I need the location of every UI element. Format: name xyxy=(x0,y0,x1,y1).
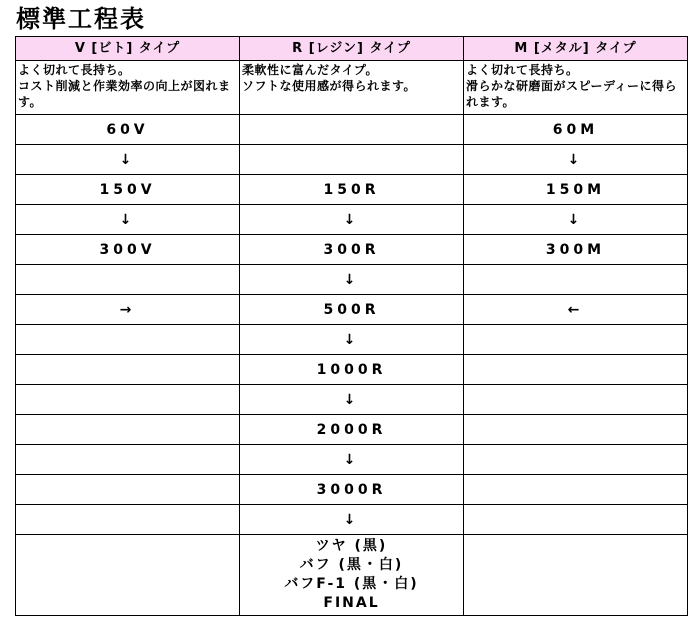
header-v-type: V [ビト] タイプ xyxy=(16,37,240,61)
step-cell-v xyxy=(16,445,240,475)
step-cell-v: ↓ xyxy=(16,205,240,235)
step-cell-v: ↓ xyxy=(16,145,240,175)
description-r-type: 柔軟性に富んだタイプ。 ソフトな使用感が得られます。 xyxy=(240,61,464,115)
description-row xyxy=(16,61,688,115)
step-cell-v xyxy=(16,505,240,535)
step-cell-r: ↓ xyxy=(240,445,464,475)
step-rows xyxy=(16,115,688,535)
table-row xyxy=(16,175,688,205)
step-cell-r xyxy=(240,115,464,145)
table-row xyxy=(16,445,688,475)
table-row xyxy=(16,115,688,145)
step-cell-m: ← xyxy=(464,295,688,325)
process-table xyxy=(15,36,688,616)
table-row xyxy=(16,385,688,415)
table-row xyxy=(16,235,688,265)
step-cell-m: ↓ xyxy=(464,205,688,235)
step-cell-v xyxy=(16,415,240,445)
step-cell-m: ↓ xyxy=(464,145,688,175)
table-row xyxy=(16,355,688,385)
table-row xyxy=(16,205,688,235)
step-cell-r: 2000R xyxy=(240,415,464,445)
step-cell-m: 300M xyxy=(464,235,688,265)
description-m-type: よく切れて長持ち。 滑らかな研磨面がスピーディーに得られます。 xyxy=(464,61,688,115)
step-cell-m xyxy=(464,445,688,475)
description-v-type: よく切れて長持ち。 コスト削減と作業効率の向上が図れます。 xyxy=(16,61,240,115)
table-row xyxy=(16,325,688,355)
final-row xyxy=(16,535,688,616)
step-cell-m xyxy=(464,505,688,535)
final-cell-v xyxy=(16,535,240,616)
step-cell-v: 150V xyxy=(16,175,240,205)
step-cell-m xyxy=(464,385,688,415)
table-row xyxy=(16,265,688,295)
step-cell-m xyxy=(464,355,688,385)
table-row xyxy=(16,145,688,175)
table-row xyxy=(16,505,688,535)
step-cell-r: ↓ xyxy=(240,505,464,535)
step-cell-r: ↓ xyxy=(240,205,464,235)
step-cell-r: 1000R xyxy=(240,355,464,385)
step-cell-v: 300V xyxy=(16,235,240,265)
step-cell-m: 150M xyxy=(464,175,688,205)
step-cell-m xyxy=(464,325,688,355)
step-cell-m xyxy=(464,415,688,445)
step-cell-r: 500R xyxy=(240,295,464,325)
step-cell-v xyxy=(16,355,240,385)
table-row xyxy=(16,295,688,325)
header-r-type: R [レジン] タイプ xyxy=(240,37,464,61)
final-cell-m xyxy=(464,535,688,616)
page-title: 標準工程表 xyxy=(16,5,146,33)
step-cell-v xyxy=(16,325,240,355)
step-cell-v xyxy=(16,475,240,505)
step-cell-r xyxy=(240,145,464,175)
table-row xyxy=(16,475,688,505)
step-cell-r: ↓ xyxy=(240,265,464,295)
step-cell-r: 3000R xyxy=(240,475,464,505)
step-cell-v xyxy=(16,385,240,415)
step-cell-m xyxy=(464,475,688,505)
table-row xyxy=(16,415,688,445)
step-cell-r: 150R xyxy=(240,175,464,205)
step-cell-v: 60V xyxy=(16,115,240,145)
step-cell-m xyxy=(464,265,688,295)
step-cell-r: ↓ xyxy=(240,385,464,415)
step-cell-r: ↓ xyxy=(240,325,464,355)
step-cell-v: → xyxy=(16,295,240,325)
step-cell-m: 60M xyxy=(464,115,688,145)
final-cell-r: ツヤ (黒) バフ (黒・白) バフF-1 (黒・白) FINAL xyxy=(240,535,464,616)
step-cell-v xyxy=(16,265,240,295)
step-cell-r: 300R xyxy=(240,235,464,265)
header-m-type: M [メタル] タイプ xyxy=(464,37,688,61)
header-row xyxy=(16,37,688,61)
